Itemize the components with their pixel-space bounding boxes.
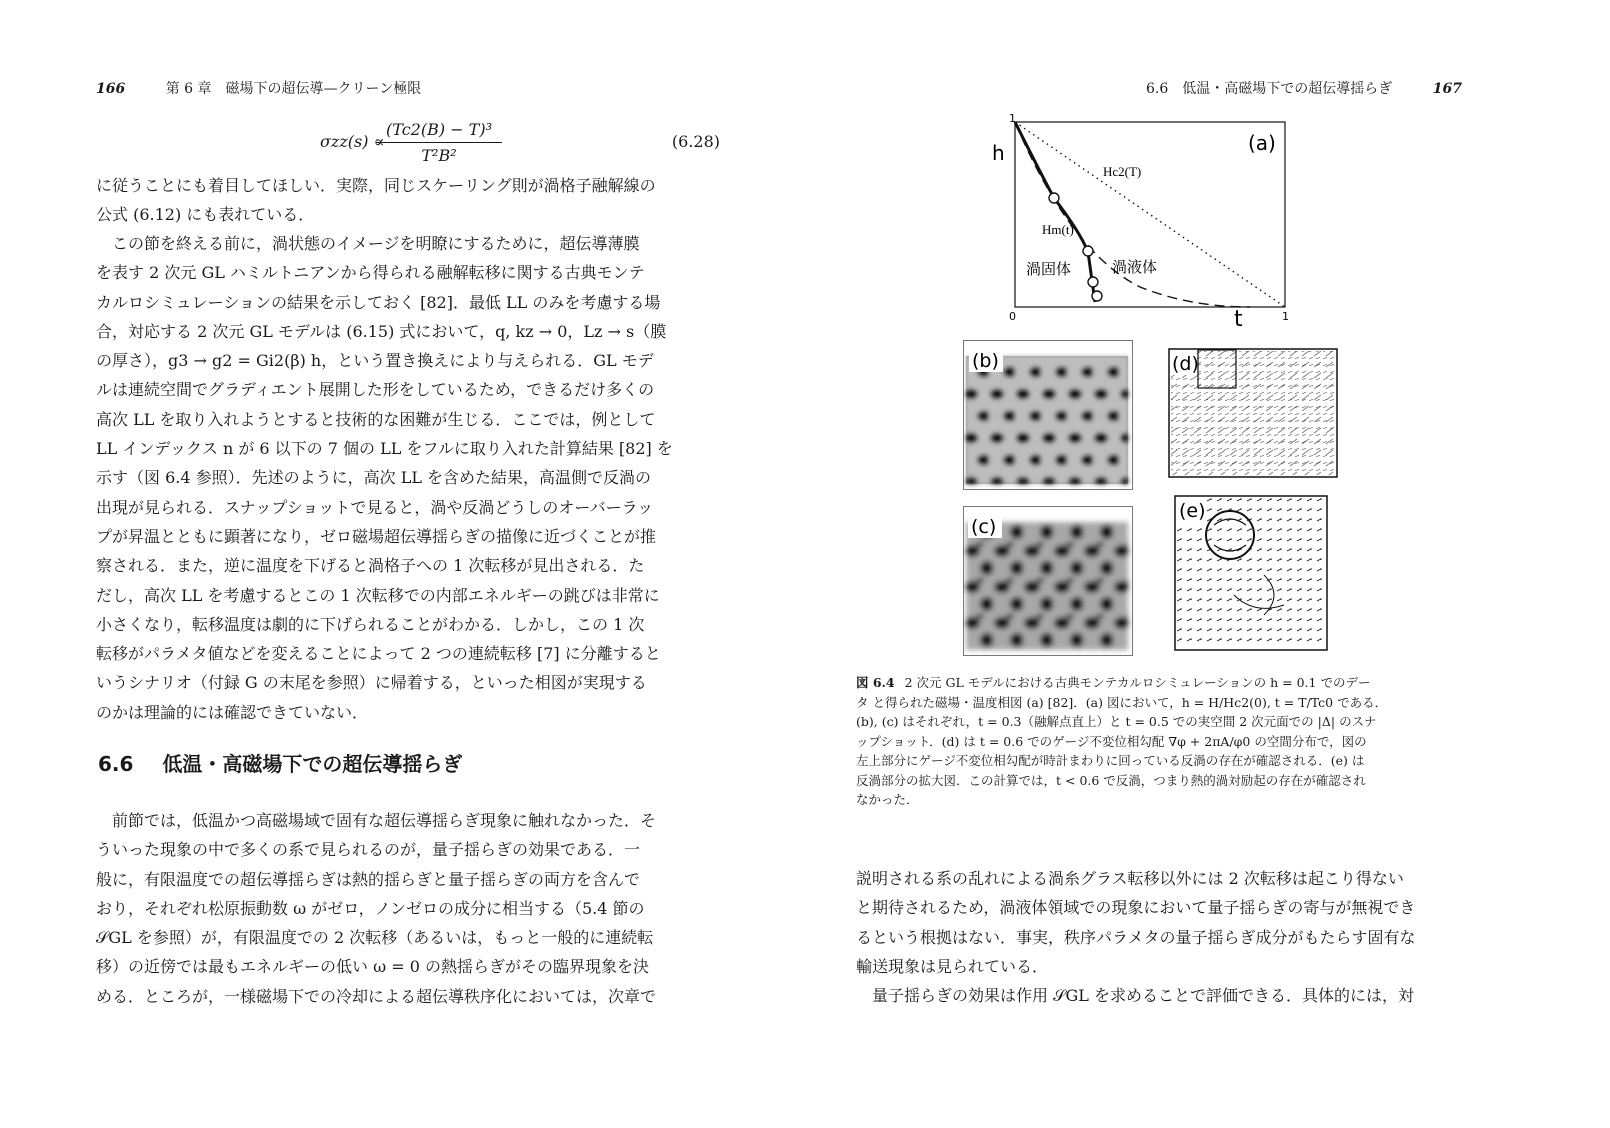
vortex-liquid-label: 渦液体 — [1112, 258, 1158, 276]
panel-b-label: (b) — [972, 350, 999, 372]
equation-numerator: (Tc2(B) − T)³ — [376, 118, 502, 143]
left-header — [96, 78, 421, 98]
text-line: 量子揺らぎの効果は作用 𝒮GL を求めることで評価できる．具体的には，対 — [856, 986, 1414, 1006]
right-page-number: 167 — [1432, 81, 1462, 97]
text-line: 前節では，低温かつ高磁場域で固有な超伝導揺らぎ現象に触れなかった．そ — [96, 811, 657, 830]
text-line: 高次 LL を取り入れようとすると技術的な困難が生じる．ここでは，例として — [96, 409, 656, 429]
panel-d-label: (d) — [1172, 353, 1199, 375]
text-line: 輸送現象は見られている． — [856, 956, 1049, 976]
text-line: に従うことにも着目してほしい．実際，同じスケーリング則が渦格子融解線の — [96, 176, 656, 195]
data-point — [1083, 246, 1093, 256]
section-heading — [98, 748, 462, 777]
figure-6-4 — [960, 112, 1350, 662]
origin-tick: 0 — [1009, 310, 1016, 323]
equation-number: (6.28) — [671, 132, 720, 151]
paragraph-4 — [856, 864, 1452, 1010]
panel-b-snapshot — [963, 340, 1133, 490]
text-line: 移）の近傍では最もエネルギーの低い ω = 0 の熱揺らぎがその臨界現象を決 — [96, 957, 649, 977]
data-point — [1088, 277, 1098, 287]
section-number: 6.6 — [98, 752, 134, 776]
text-line: この節を終える前に，渦状態のイメージを明瞭にするために，超伝導薄膜 — [96, 234, 640, 253]
paragraph-1 — [96, 171, 692, 230]
caption-label: 図 6.4 — [856, 675, 895, 690]
caption-line: ップショット．(d) は t = 0.6 でのゲージ不変位相勾配 ∇φ + 2πA/φ0 の空間分布で，図の — [856, 733, 1367, 749]
caption-line: タ と得られた磁場・温度相図 (a) [82]．(a) 図において，h = H/Hc2(0), t = T/Tc0 である． — [856, 694, 1388, 710]
text-line: LL インデックス n が 6 以下の 7 個の LL をフルに取り入れた計算結果 [82] を — [96, 439, 673, 459]
data-point — [1049, 193, 1059, 203]
panel-c-snapshot — [963, 506, 1133, 656]
hc2-line — [1015, 122, 1285, 307]
text-line: の厚さ），g3 → g2 = Gi2(β) h，という置き換えにより与えられる．GL モデ — [96, 351, 654, 371]
caption-line: 反渦部分の拡大図．この計算では，t < 0.6 で反渦，つまり熱的渦対励起の存在が確認され — [856, 772, 1366, 788]
text-line: のかは理論的には確認できていない． — [96, 702, 369, 722]
left-running-head: 第 6 章 磁場下の超伝導—クリーン極限 — [165, 81, 422, 97]
panel-b-svg — [963, 340, 1133, 490]
caption-line: 左上部分にゲージ不変位相勾配が時計まわりに回っている反渦の存在が確認される．(e) は — [856, 753, 1365, 768]
text-line: プが昇温とともに顕著になり，ゼロ磁場超伝導揺らぎの描像に近づくことが推 — [96, 526, 657, 546]
vortex-solid-label: 渦固体 — [1026, 260, 1072, 278]
right-header — [1146, 78, 1462, 98]
panel-c-svg — [963, 506, 1133, 656]
plot-frame — [1015, 122, 1285, 307]
text-line: カルロシミュレーションの結果を示しておく [82]．最低 LL のみを考慮する場 — [96, 292, 661, 312]
text-line: 般に，有限温度での超伝導揺らぎは熱的揺らぎと量子揺らぎの両方を含んで — [96, 869, 641, 889]
text-line: 公式 (6.12) にも表れている． — [96, 205, 315, 225]
equation-6-28 — [320, 118, 720, 166]
text-line: るという根拠はない．事実，秩序パラメタの量子揺らぎ成分がもたらす固有な — [856, 927, 1416, 947]
text-line: 示す（図 6.4 参照）．先述のように，高次 LL を含めた結果，高温側で反渦の — [96, 468, 652, 488]
text-line: 合，対応する 2 次元 GL モデルは (6.15) 式において，q, kz → 0，Lz → s（膜 — [96, 321, 667, 341]
equation-lhs: σzz(s) ∝ — [320, 132, 385, 151]
hc2-label: Hc2(T) — [1103, 164, 1142, 179]
text-line: 出現が見られる．スナップショットで見ると，渦や反渦どうしのオーバーラッ — [96, 497, 654, 517]
text-line: と期待されるため，渦液体領域での現象において量子揺らぎの寄与が無視でき — [856, 898, 1416, 918]
equation-fraction — [376, 118, 502, 165]
panel-d-svg — [1168, 348, 1338, 478]
caption-line: なかった． — [856, 792, 919, 807]
left-page-number: 166 — [96, 81, 126, 97]
hm-label: Hm(t) — [1042, 222, 1074, 237]
panel-a-phase-diagram — [990, 112, 1330, 330]
x-max-tick: 1 — [1282, 310, 1289, 323]
figure-caption — [856, 673, 1452, 810]
text-line: ういった現象の中で多くの系で見られるのが，量子揺らぎの効果である．一 — [96, 840, 641, 860]
paragraph-2 — [96, 229, 692, 727]
equation-denominator: T²B² — [421, 146, 457, 165]
panel-d-phase-gradient — [1168, 348, 1338, 478]
text-line: だし，高次 LL を考慮するとこの 1 次転移での内部エネルギーの跳びは非常に — [96, 585, 660, 605]
phase-diagram-svg — [990, 112, 1330, 330]
text-line: 𝒮GL を参照）が，有限温度での 2 次転移（あるいは，もっと一般的に連続転 — [96, 928, 654, 948]
panel-e-label: (e) — [1179, 500, 1206, 522]
section-title: 低温・高磁場下での超伝導揺らぎ — [162, 752, 463, 776]
text-line: 説明される系の乱れによる渦糸グラス転移以外には 2 次転移は起こり得ない — [856, 869, 1404, 888]
panel-e-antivortex-zoom — [1174, 495, 1328, 651]
text-line: いうシナリオ（付録 G の末尾を参照）に帰着する，といった相図が実現する — [96, 673, 647, 693]
text-line: 小さくなり，転移温度は劇的に下げられることがわかる．しかし，この 1 次 — [96, 614, 645, 634]
caption-line: 2 次元 GL モデルにおける古典モンテカルロシミュレーションの h = 0.1 でのデー — [904, 675, 1371, 690]
caption-line: (b), (c) はそれぞれ，t = 0.3（融解点直上）と t = 0.5 での実空間 2 次元面での |Δ| のスナ — [856, 714, 1377, 729]
text-line: 察される．また，逆に温度を下げると渦格子への 1 次転移が見出される．た — [96, 556, 645, 576]
paragraph-3 — [96, 806, 692, 1011]
text-line: める．ところが，一様磁場下での冷却による超伝導秩序化においては，次章で — [96, 986, 657, 1006]
data-point — [1092, 291, 1102, 301]
x-axis-label: t — [1234, 307, 1243, 330]
y-axis-label: h — [992, 141, 1005, 165]
text-line: 転移がパラメタ値などを変えることによって 2 つの連続転移 [7] に分離すると — [96, 644, 661, 664]
y-max-tick: 1 — [1009, 112, 1016, 125]
crossover-curve — [1015, 122, 1250, 307]
panel-c-label: (c) — [971, 516, 997, 538]
panel-a-label: (a) — [1248, 131, 1276, 155]
panel-e-svg — [1174, 495, 1328, 651]
right-running-head: 6.6 低温・高磁場下での超伝導揺らぎ — [1146, 81, 1393, 97]
text-line: おり，それぞれ松原振動数 ω がゼロ，ノンゼロの成分に相当する（5.4 節の — [96, 898, 645, 918]
text-line: を表す 2 次元 GL ハミルトニアンから得られる融解転移に関する古典モンテ — [96, 263, 645, 283]
text-line: ルは連続空間でグラディエント展開した形をしているため，できるだけ多くの — [96, 380, 655, 400]
